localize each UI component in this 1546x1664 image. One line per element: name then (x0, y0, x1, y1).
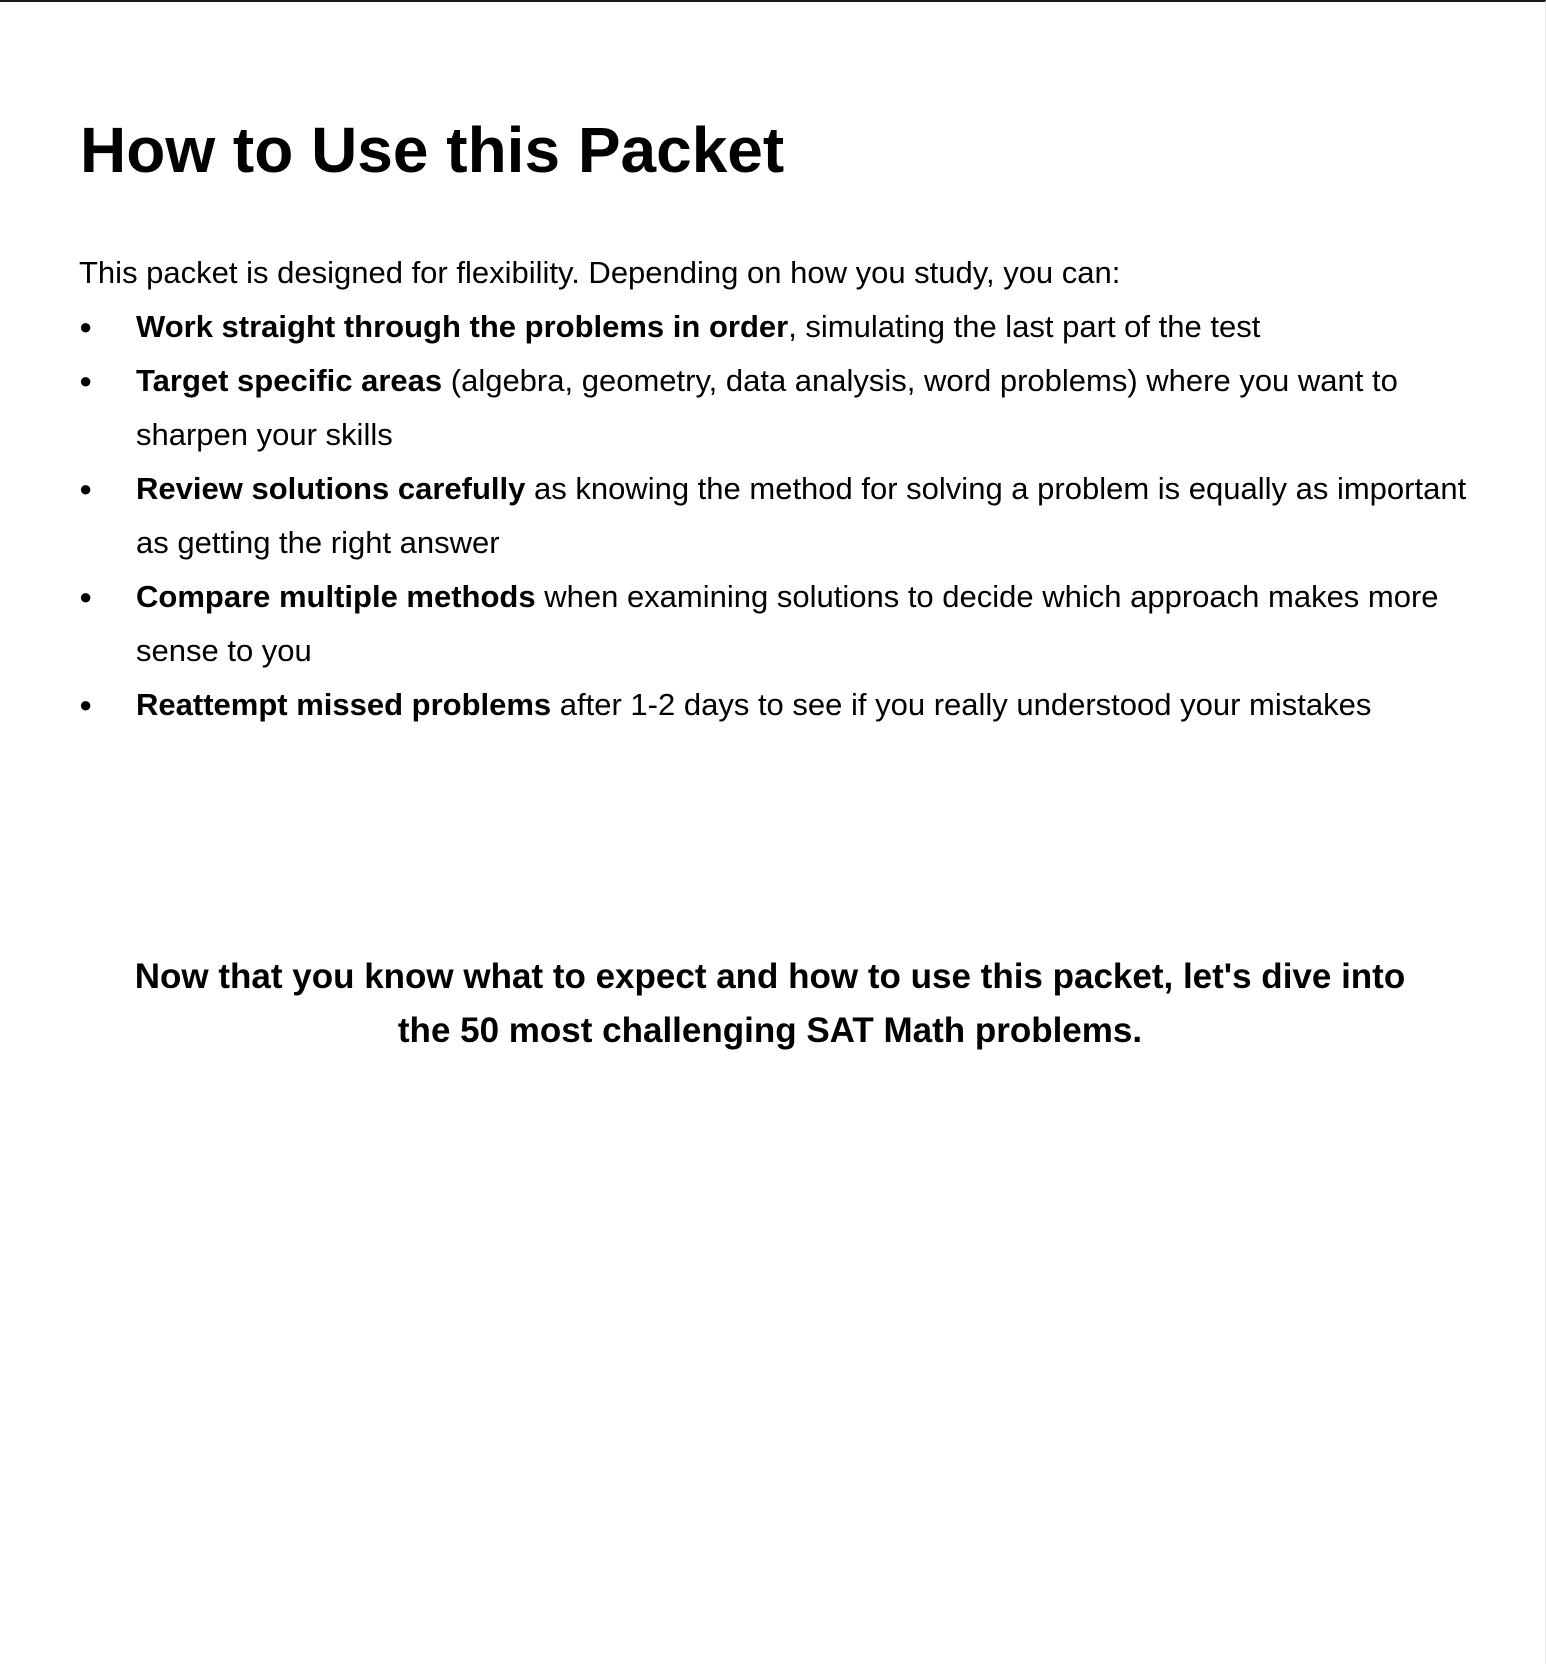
bullet-icon: ● (79, 584, 93, 609)
closing-statement (0, 950, 1540, 1058)
tip-text: after 1-2 days to see if you really understood your mistakes (551, 687, 1372, 722)
list-item (79, 570, 1479, 678)
list-item (79, 678, 1479, 732)
intro-paragraph: This packet is designed for flexibility. Depending on how you study, you can: (79, 255, 1121, 290)
tips-list (79, 300, 1479, 732)
tip-text: (algebra, geometry, data analysis, word problems) where you want to sharpen your skills (136, 363, 1398, 452)
tip-text: when examining solutions to decide which approach makes more sense to you (136, 579, 1439, 668)
bullet-icon: ● (79, 476, 93, 501)
tip-bold-text: Target specific areas (136, 363, 443, 398)
tip-bold-text: Review solutions carefully (136, 471, 526, 506)
list-item (79, 354, 1479, 462)
tip-bold-text: Work straight through the problems in order (136, 309, 789, 344)
bullet-icon: ● (79, 692, 93, 717)
closing-line: Now that you know what to expect and how to use this packet, let's dive into (134, 957, 1406, 996)
closing-line: the 50 most challenging SAT Math problems. (397, 1011, 1143, 1050)
list-item (79, 462, 1479, 570)
tip-text: as knowing the method for solving a problem is equally as important as getting the right answer (136, 471, 1467, 560)
tip-text: , simulating the last part of the test (788, 309, 1261, 344)
tip-bold-text: Compare multiple methods (136, 579, 536, 614)
page-title: How to Use this Packet (80, 114, 785, 186)
tip-bold-text: Reattempt missed problems (136, 687, 552, 722)
bullet-icon: ● (79, 368, 93, 393)
bullet-icon: ● (79, 314, 93, 339)
list-item (79, 300, 1479, 354)
